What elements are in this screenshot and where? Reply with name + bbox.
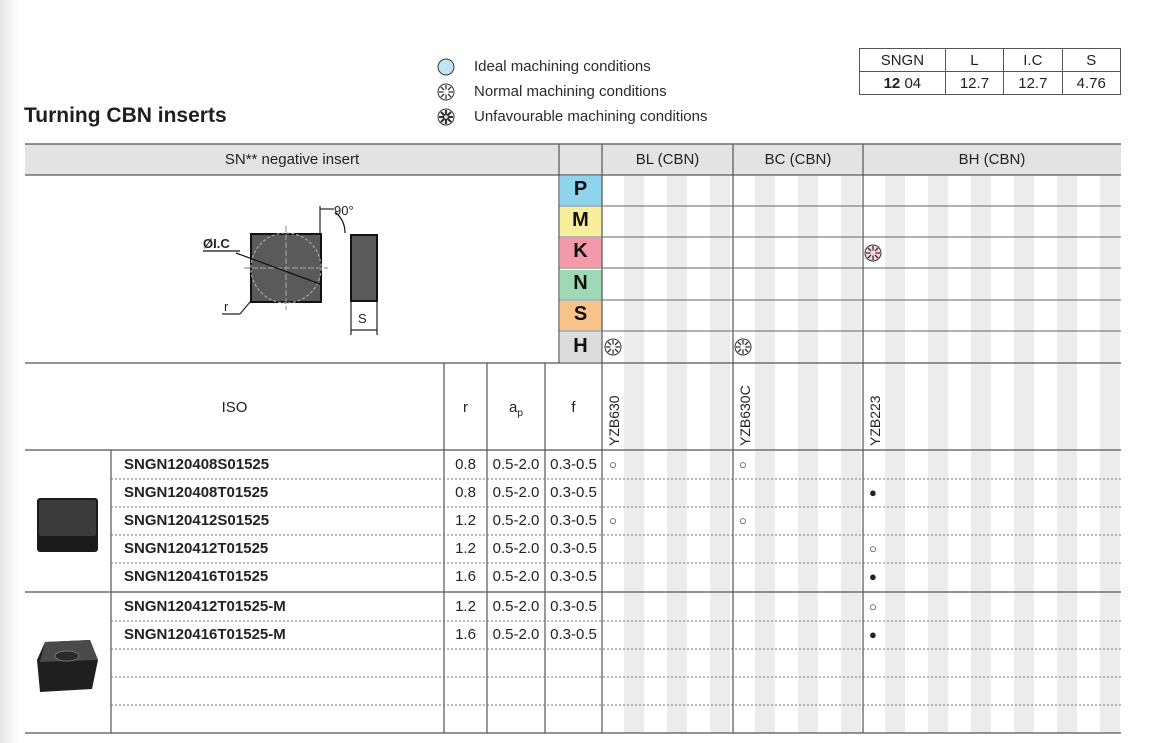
group-header-bc: BC (CBN) (764, 151, 832, 168)
radius-value: 1.6 (455, 626, 476, 643)
radius-value: 1.2 (455, 512, 476, 529)
grade-label-yzb223: YZB223 (867, 395, 883, 446)
spec-size-bold: 12 (883, 74, 901, 92)
h-bc-normal-condition-icon (734, 338, 752, 356)
depth-of-cut-value: 0.5-2.0 (492, 512, 540, 529)
spec-header-sngn: SNGN (860, 49, 946, 72)
h-bl-normal-condition-icon (604, 338, 622, 356)
spec-header-ic: I.C (1004, 49, 1062, 72)
depth-of-cut-value: 0.5-2.0 (492, 568, 540, 585)
column-header-iso: ISO (221, 399, 248, 416)
spec-ic-value: 12.7 (1004, 72, 1062, 95)
group-header-bh: BH (CBN) (958, 151, 1026, 168)
spec-header-s: S (1062, 49, 1120, 72)
radius-value: 1.6 (455, 568, 476, 585)
feed-value: 0.3-0.5 (550, 626, 597, 643)
material-n: N (573, 272, 588, 294)
iso-code: SNGN120416T01525-M (124, 626, 286, 643)
column-header-r: r (463, 399, 468, 416)
column-header-f: f (571, 399, 576, 416)
depth-of-cut-value: 0.5-2.0 (492, 456, 540, 473)
spec-l-value: 12.7 (945, 72, 1003, 95)
recommended-mark: ● (869, 627, 877, 642)
material-s: S (573, 303, 588, 325)
depth-of-cut-value: 0.5-2.0 (492, 598, 540, 615)
depth-of-cut-value: 0.5-2.0 (492, 540, 540, 557)
depth-of-cut-value: 0.5-2.0 (492, 484, 540, 501)
feed-value: 0.3-0.5 (550, 456, 597, 473)
iso-code: SNGN120412T01525-M (124, 598, 286, 615)
insert-photo-2 (37, 640, 98, 692)
available-mark: ○ (869, 541, 877, 556)
iso-code: SNGN120408S01525 (124, 456, 270, 473)
feed-value: 0.3-0.5 (550, 512, 597, 529)
radius-value: 0.8 (455, 456, 476, 473)
drawing-angle-label: 90° (334, 203, 354, 218)
material-m: M (572, 209, 589, 231)
page-title: Turning CBN inserts (24, 104, 227, 127)
column-header-ap-main: a (509, 399, 518, 416)
legend-label-ideal: Ideal machining conditions (474, 58, 651, 75)
spec-s-value: 4.76 (1062, 72, 1120, 95)
k-bh-normal-condition-icon (864, 244, 882, 262)
radius-value: 1.2 (455, 598, 476, 615)
available-mark: ○ (869, 599, 877, 614)
radius-value: 0.8 (455, 484, 476, 501)
material-h: H (573, 335, 588, 357)
legend-label-normal: Normal machining conditions (474, 83, 667, 100)
insert-photo-1 (37, 498, 98, 552)
feed-value: 0.3-0.5 (550, 540, 597, 557)
drawing-r-label: r (224, 299, 229, 314)
available-mark: ○ (739, 457, 747, 472)
drawing-ic-label: ØI.C (203, 236, 230, 251)
available-mark: ○ (609, 457, 617, 472)
recommended-mark: ● (869, 485, 877, 500)
spec-size-rest: 04 (904, 74, 922, 92)
available-mark: ○ (609, 513, 617, 528)
column-header-ap-sub: p (517, 408, 523, 419)
column-header-ap (487, 399, 545, 419)
radius-value: 1.2 (455, 540, 476, 557)
material-k: K (573, 240, 588, 262)
insert-type-header: SN** negative insert (224, 151, 360, 168)
recommended-mark: ● (869, 569, 877, 584)
available-mark: ○ (739, 513, 747, 528)
drawing-s-label: S (358, 311, 367, 326)
grade-label-yzb630c: YZB630C (737, 385, 753, 446)
legend-label-unfavourable: Unfavourable machining conditions (474, 108, 708, 125)
iso-code: SNGN120416T01525 (124, 568, 269, 585)
iso-code: SNGN120412S01525 (124, 512, 270, 529)
depth-of-cut-value: 0.5-2.0 (492, 626, 540, 643)
group-header-bl: BL (CBN) (635, 151, 700, 168)
iso-code: SNGN120408T01525 (124, 484, 269, 501)
insert-drawing (203, 206, 377, 335)
material-p: P (573, 178, 588, 200)
feed-value: 0.3-0.5 (550, 484, 597, 501)
feed-value: 0.3-0.5 (550, 568, 597, 585)
spec-header-l: L (945, 49, 1003, 72)
feed-value: 0.3-0.5 (550, 598, 597, 615)
iso-code: SNGN120412T01525 (124, 540, 269, 557)
grade-label-yzb630: YZB630 (606, 395, 622, 446)
